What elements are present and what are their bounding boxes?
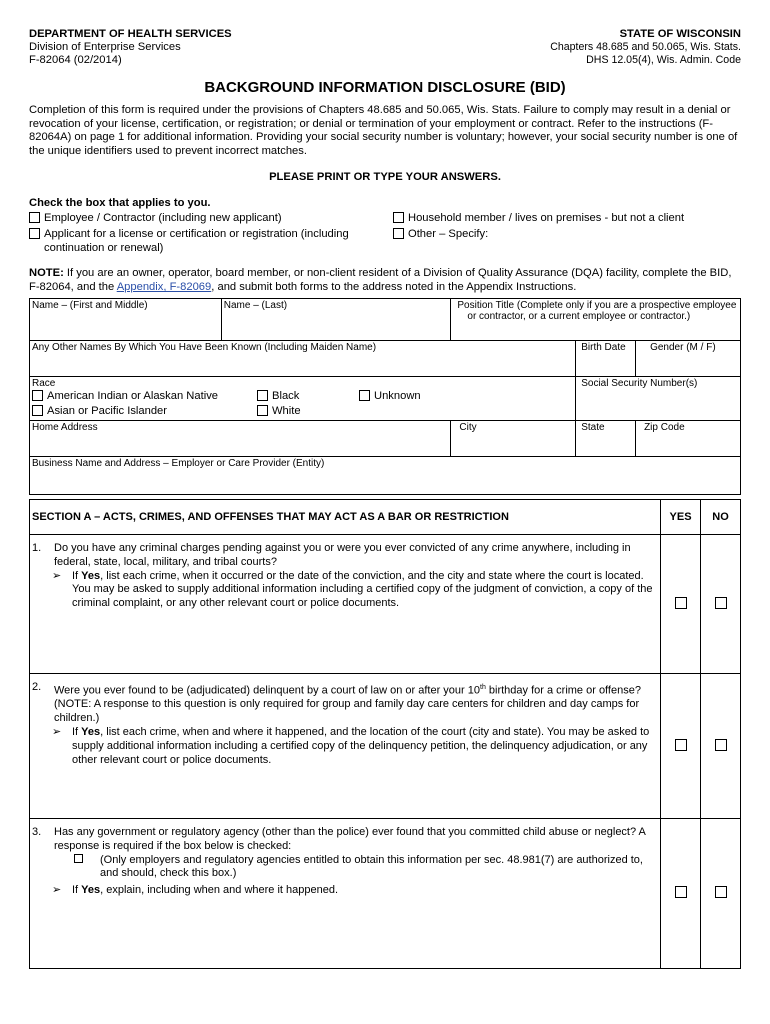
department-name: DEPARTMENT OF HEALTH SERVICES — [29, 28, 232, 40]
section-a-heading: SECTION A – ACTS, CRIMES, AND OFFENSES THAT MAY ACT AS A BAR OR RESTRICTION — [30, 500, 661, 535]
applicant-label-cont: continuation or renewal) — [44, 242, 164, 255]
other-names-field[interactable]: Any Other Names By Which You Have Been Known (Including Maiden Name) — [30, 341, 576, 377]
intro-paragraph: Completion of this form is required under the provisions of Chapters 48.685 and 50.065, Wis. Stats. Failure to comply may result in a denial or revocation of your license, certification, or registration; or denial or termination of your employment or contract. Refer to the instructions (F-82064A) on page 1 for additional information. Providing your social security number is voluntary; however, your social security number is one of the unique identifiers used to prevent incorrect matches. — [29, 104, 738, 157]
applicant-label: Applicant for a license or certification or registration (including — [44, 228, 349, 241]
race-field: Race American Indian or Alaskan Native Asian or Pacific Islander Black White Unknown — [30, 377, 576, 421]
form-title: BACKGROUND INFORMATION DISCLOSURE (BID) — [204, 79, 566, 96]
american-indian-checkbox[interactable] — [32, 390, 43, 401]
q1-yes-checkbox[interactable] — [675, 597, 687, 609]
black-checkbox[interactable] — [257, 390, 268, 401]
unknown-checkbox[interactable] — [359, 390, 370, 401]
zip-field[interactable]: Zip Code — [636, 421, 741, 457]
statute-chapters: Chapters 48.685 and 50.065, Wis. Stats. — [550, 41, 741, 53]
gender-field[interactable]: Gender (M / F) — [636, 341, 741, 377]
home-address-field[interactable]: Home Address — [30, 421, 451, 457]
admin-code: DHS 12.05(4), Wis. Admin. Code — [586, 54, 741, 66]
business-field[interactable]: Business Name and Address – Employer or Care Provider (Entity) — [30, 457, 741, 495]
birth-date-field[interactable]: Birth Date — [576, 341, 636, 377]
employee-label: Employee / Contractor (including new applicant) — [44, 212, 282, 225]
no-header: NO — [701, 500, 741, 535]
q2-no-checkbox[interactable] — [715, 739, 727, 751]
q1-no-checkbox[interactable] — [715, 597, 727, 609]
dqa-note — [29, 267, 741, 294]
authorized-agency-checkbox[interactable] — [74, 854, 83, 863]
form-id: F-82064 (02/2014) — [29, 54, 122, 66]
note-text-1: If you are an owner, operator, board member, or non-client resident of a Division of Quality Assurance (DQA) facility, complete the BID, F-82064, and the — [29, 267, 732, 293]
personal-info-table — [29, 298, 741, 495]
arrow-icon: ➢ — [52, 726, 62, 739]
unknown-label: Unknown — [374, 390, 421, 402]
appendix-link[interactable]: Appendix, F-82069 — [116, 280, 212, 293]
yes-header: YES — [661, 500, 701, 535]
form-header — [29, 28, 741, 67]
employee-checkbox[interactable] — [29, 212, 40, 223]
last-name-field[interactable]: Name – (Last) — [221, 299, 451, 341]
applicant-type-options — [29, 211, 741, 257]
question-1: 1. Do you have any criminal charges pending against you or were you ever convicted of any crime anywhere, including in federal, state, local, military, and tribal courts? ➢ If Yes, list each crime, when it occurred or the date of the conviction, and the city and state where the court is located. You may be asked to supply additional information including a certified copy of the judgment of conviction, a copy of the criminal complaint, or any other relevant court or police documents. — [30, 535, 661, 674]
american-indian-label: American Indian or Alaskan Native — [47, 390, 219, 402]
other-checkbox[interactable] — [393, 228, 404, 239]
arrow-icon: ➢ — [52, 884, 62, 897]
household-checkbox[interactable] — [393, 212, 404, 223]
city-field[interactable]: City — [451, 421, 576, 457]
ssn-field[interactable]: Social Security Number(s) — [576, 377, 741, 421]
q3-yes-checkbox[interactable] — [675, 886, 687, 898]
state-field[interactable]: State — [576, 421, 636, 457]
state-name: STATE OF WISCONSIN — [619, 28, 741, 40]
arrow-icon: ➢ — [52, 569, 62, 582]
other-label: Other – Specify: — [408, 228, 489, 241]
white-label: White — [272, 405, 301, 417]
white-checkbox[interactable] — [257, 405, 268, 416]
section-a-table — [29, 499, 741, 969]
check-heading: Check the box that applies to you. — [29, 197, 211, 210]
asian-label: Asian or Pacific Islander — [47, 405, 168, 417]
position-title-field[interactable]: Position Title (Complete only if you are a prospective employee or contractor, or a current employee or contractor.) — [451, 299, 741, 341]
household-label: Household member / lives on premises - but not a client — [408, 212, 685, 225]
asian-checkbox[interactable] — [32, 405, 43, 416]
question-2: 2. Were you ever found to be (adjudicated) delinquent by a court of law on or after your 10th birthday for a crime or offense? (NOTE: A response to this question is only required for group and family day care centers for children and day camps for children.) ➢ If Yes, list each crime, when and where it happened, and the location of the court (city and state). You may be asked to supply additional information including a certified copy of the delinquency petition, the delinquency adjudication, or any other relevant court or police documents. — [30, 674, 661, 819]
applicant-checkbox[interactable] — [29, 228, 40, 239]
note-label: NOTE: — [29, 267, 64, 280]
form-page — [29, 28, 741, 295]
q3-no-checkbox[interactable] — [715, 886, 727, 898]
division-name: Division of Enterprise Services — [29, 41, 181, 53]
first-middle-name-field[interactable]: Name – (First and Middle) — [30, 299, 222, 341]
note-text-2: , and submit both forms to the address noted in the Appendix Instructions. — [211, 280, 577, 293]
print-notice: PLEASE PRINT OR TYPE YOUR ANSWERS. — [269, 171, 501, 184]
question-3: 3. Has any government or regulatory agency (other than the police) ever found that you committed child abuse or neglect? A response is required if the box below is checked: (Only employers and regulatory agencies entitled to obtain this information per sec. 48.981(7) are authorized to, and should, check this box.) ➢ If Yes, explain, including when and where it happened. — [30, 819, 661, 969]
black-label: Black — [272, 390, 300, 402]
q2-yes-checkbox[interactable] — [675, 739, 687, 751]
